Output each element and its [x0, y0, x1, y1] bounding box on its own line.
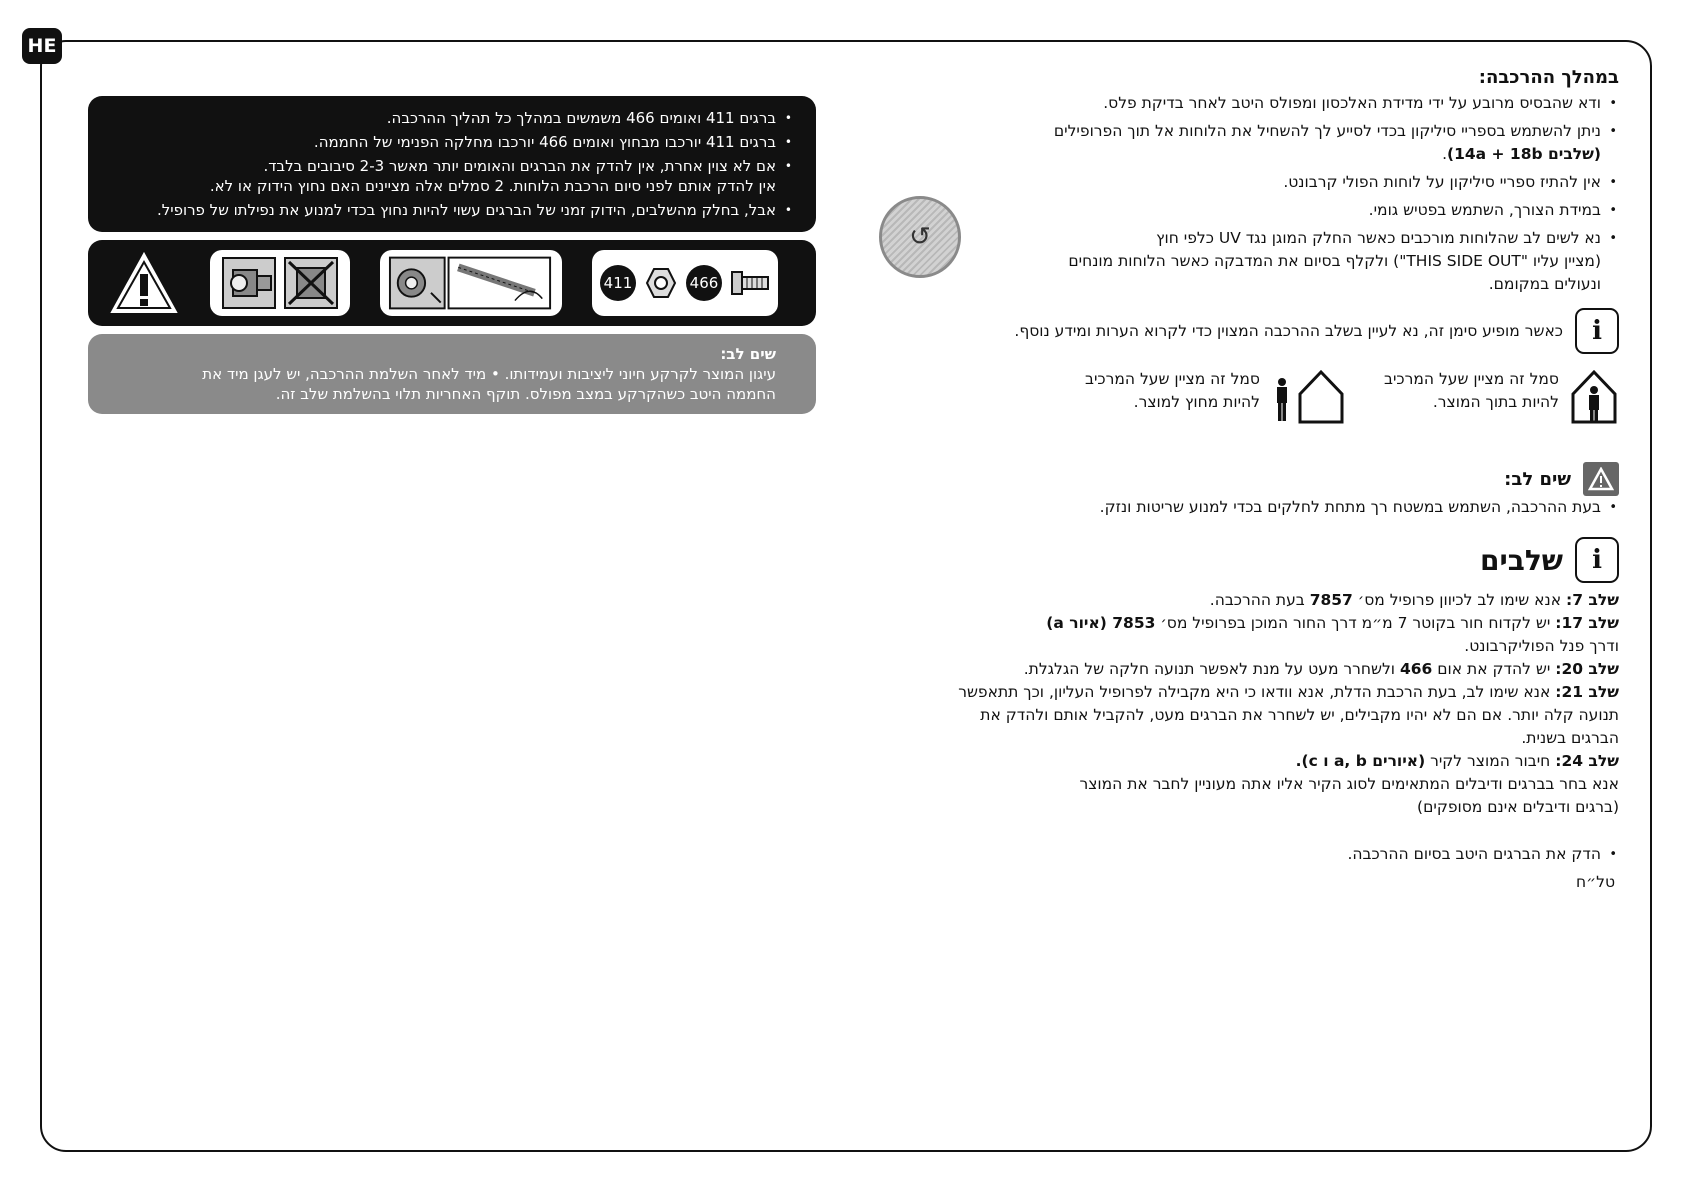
steps-reference: (שלבים 14a + 18b): [1447, 145, 1601, 163]
list-item: • נא לשים לב שהלוחות מורכבים כאשר החלק המוגן נגד UV כלפי חוץ (מציין עליו "THIS SIDE OUT") ולקלף בסיום את המדבקה כאשר הלוחות מונחים ונעולים במקומם.: [879, 227, 1619, 296]
bolt-loose-icon: [221, 256, 277, 310]
list-item: • אבל, בחלק מהשלבים, הידוק זמני של הברגים עשוי להיות נחוץ בכדי למנוע את נפילתו של פרופיל.: [106, 200, 794, 220]
assembly-bullets: [879, 92, 1619, 296]
list-item: • במידת הצורך, השתמש בפטיש גומי.: [879, 199, 1619, 222]
list-item: • אין להתיז ספריי סיליקון על לוחות הפולי קרבונט.: [879, 171, 1619, 194]
list-item: • ניתן להשתמש בספריי סיליקון בכדי לסייע לך להשחיל את הלוחות אל תוך הפרופילים (שלבים 14a + 18b).: [879, 120, 1619, 166]
uv-sheet-peel-icon: ↺: [879, 196, 961, 278]
person-inside-house-icon: [1569, 368, 1619, 426]
info-note-row: [879, 308, 1619, 354]
hardware-numbers-card: [592, 250, 778, 316]
right-column: [879, 66, 1619, 894]
assembly-title: במהלך ההרכבה:: [1478, 67, 1619, 88]
left-column: [88, 96, 816, 414]
bolts-info-box: [88, 96, 816, 232]
bolt-icon: [730, 266, 770, 300]
tlch-note: טל״ח: [1576, 873, 1615, 891]
step-7: שלב 7: אנא שימו לב לכיוון פרופיל מס׳ 7857 בעת ההרכבה.: [1209, 591, 1619, 609]
step-20: שלב 20: יש להדק את אום 466 ולשחרר מעט על מנת לאפשר תנועה חלקה של הגלגלת.: [1023, 660, 1619, 678]
person-outside-house-icon: [1270, 368, 1346, 426]
bolt-assembly-icon: [388, 253, 554, 313]
bolt-drawing-card: [380, 250, 562, 316]
list-item: • הדק את הברגים היטב בסיום ההרכבה.: [879, 843, 1619, 866]
steps-heading: i שלבים: [879, 537, 1619, 583]
tighten-symbols-card: [210, 250, 350, 316]
list-item: • אם לא צוין אחרת, אין להדק את הברגים והאומים יותר מאשר 2-3 סיבובים בלבד. אין להדק אותם לפני סיום הרכבת הלוחות. 2 סמלים אלה מציינים האם נחוץ הידוק או לא.: [106, 156, 794, 196]
step-21: שלב 21: אנא שימו לב, בעת הרכבת הדלת, אנא וודאו כי היא מקבילה לפרופיל העליון, וכך תתאפשר: [958, 683, 1619, 701]
step-17: שלב 17: יש לקדוח חור בקוטר 7 מ״מ דרך החור המוכן בפרופיל מס׳ 7853 (איור a): [1046, 614, 1619, 632]
final-bullets: [879, 843, 1619, 866]
list-item: • ודא שהבסיס מרובע על ידי מדידת האלכסון ומפולס היטב לאחר בדיקת פלס.: [879, 92, 1619, 115]
nut-number-badge: 466: [686, 265, 722, 301]
list-item: • ברגים 411 ואומים 466 משמשים במהלך כל תהליך ההרכבה.: [106, 108, 794, 128]
warning-triangle-icon: [108, 250, 180, 316]
nut-icon: [644, 266, 678, 300]
inside-symbol-item: סמל זה מציין שעל המרכיב להיות בתוך המוצר.: [1384, 368, 1619, 426]
info-icon: i: [1575, 537, 1619, 583]
steps-list: שלב 7: אנא שימו לב לכיוון פרופיל מס׳ 7857 בעת ההרכבה. שלב 17: יש לקדוח חור בקוטר 7 מ״מ דרך החור המוכן בפרופיל מס׳ 7853 (איור a) ודרך פנל הפוליקרבונט. שלב 20: יש להדק את אום 466 ולשחרר מעט על מנת לאפשר תנועה חלקה של הגלגלת. שלב 21: אנא שימו לב, בעת הרכבת הדלת, אנא וודאו כי היא מקבילה לפרופיל העליון, וכך תתאפשר תנועה קלה יותר. אם הם לא יהיו מקבילים, יש לשחרר את הברגים מעט, להקביל אותם ולהדק את הברגים בשנית. שלב 24: חיבור המוצר לקיר (איורים a, b ו c). אנא בחר בברגים ודיבלים המתאימים לסוג הקיר אליו אתה מעוניין לחבר את המוצר (ברגים ודיבלים אינם מסופקים): [879, 589, 1619, 819]
outside-symbol-item: סמל זה מציין שעל המרכיב להיות מחוץ למוצר.: [1085, 368, 1346, 426]
info-icon: i: [1575, 308, 1619, 354]
info-note-text: כאשר מופיע סימן זה, נא לעיין בשלב ההרכבה המצוין כדי לקרוא הערות ומידע נוסף.: [1014, 321, 1563, 340]
attention-heading: שים לב:: [879, 462, 1619, 496]
step-24: שלב 24: חיבור המוצר לקיר (איורים a, b ו c).: [1295, 752, 1619, 770]
warning-triangle-icon: [1583, 462, 1619, 496]
attention-bullets: [879, 496, 1619, 519]
build-symbols: [879, 368, 1619, 426]
list-item: • בעת ההרכבה, השתמש במשטח רך מתחת לחלקים בכדי למנוע שריטות ונזק.: [879, 496, 1619, 519]
hardware-icon-strip: [88, 240, 816, 326]
bolt-tight-crossed-icon: [283, 256, 339, 310]
language-badge: HE: [22, 28, 62, 64]
bolt-number-badge: 411: [600, 265, 636, 301]
anchoring-note-box: שים לב: עיגון המוצר לקרקע חיוני ליציבות ועמידותו. • מיד לאחר השלמת ההרכבה, יש לעגן מיד את החממה היטב כשהקרקע במצב מפולס. תוקף האחריות תלוי בהשלמת שלב זה.: [88, 334, 816, 414]
list-item: • ברגים 411 יורכבו מבחוץ ואומים 466 יורכבו מחלקה הפנימי של החממה.: [106, 132, 794, 152]
